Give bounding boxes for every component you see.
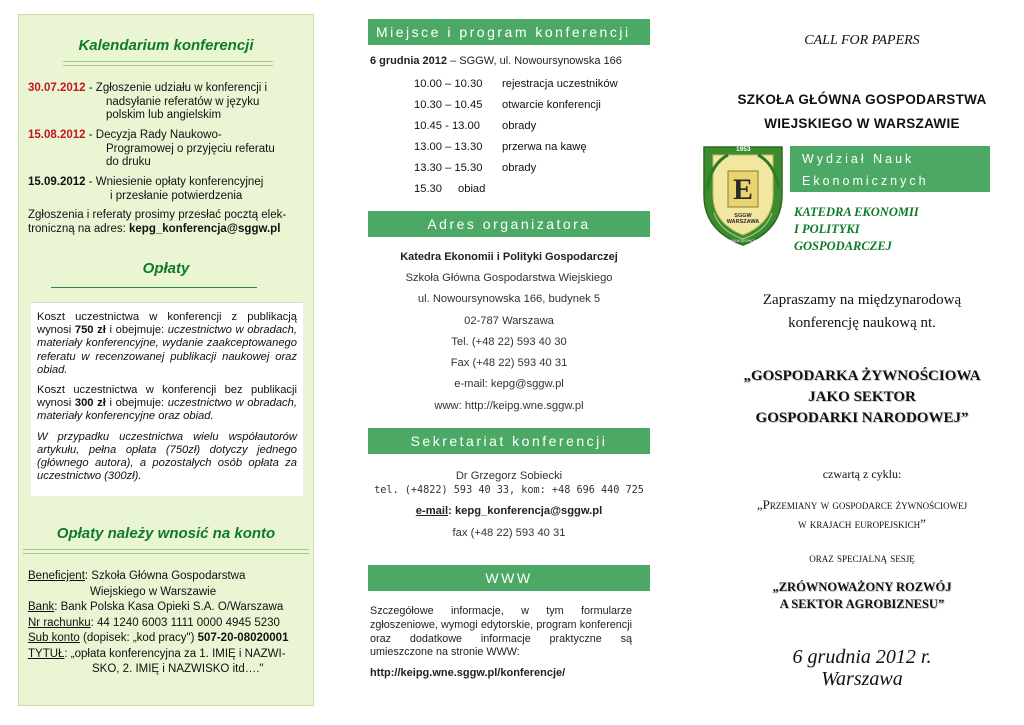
address-email[interactable]: e-mail: kepg@sggw.pl [454, 378, 564, 390]
secretary-name: Dr Grzegorz Sobiecki [455, 470, 563, 482]
address-www[interactable]: www: http://keipg.wne.sggw.pl [434, 400, 584, 412]
address-line: ul. Nowoursynowska 166, budynek 5 [417, 293, 601, 305]
fees-box [31, 302, 303, 496]
invite-line2: konferencję naukową nt. [788, 315, 936, 331]
www-header: WWW [368, 565, 650, 591]
program-row: 13.00 – 13.30 przerwa na kawę [414, 141, 587, 153]
calendar-item: 15.09.2012 - Wniesienie opłaty konferencyjnej i przesłanie potwierdzenia [28, 176, 264, 202]
secretary-email[interactable]: e-mail: kepg_konferencja@sggw.pl [415, 505, 603, 517]
secretary-phone: tel. (+4822) 593 40 33, kom: +48 696 440 725 [374, 485, 644, 496]
calendar-title-underline [63, 61, 273, 66]
program-row: 13.30 – 15.30 obrady [414, 162, 537, 174]
topic-line1: „GOSPODARKA ŻYWNOŚCIOWA [743, 368, 981, 384]
address-org: Katedra Ekonomii i Polityki Gospodarczej [400, 251, 618, 263]
submission-email: kepg_konferencja@sggw.pl [129, 222, 281, 235]
program-row: 15.30 obiad [414, 183, 486, 195]
series-intro: czwartą z cyklu: [822, 467, 902, 481]
program-row: 10.45 - 13.00 obrady [414, 120, 537, 132]
calendar-item: 30.07.2012 - Zgłoszenie udziału w konferencji i nadsyłanie referatów w języku polskim lub angielskim [28, 82, 268, 121]
address-fax: Fax (+48 22) 593 40 31 [450, 357, 568, 369]
special-session: oraz specjalną sesję [809, 550, 915, 565]
fee-coauthors: W przypadku uczestnictwa wielu współautorów artykułu, pełna opłata (750zł) dotyczy jednego (głównego autora), a pozostałych osób opłata za uczestnictwo (300zł). [37, 430, 297, 483]
event-city: Warszawa [821, 668, 903, 690]
www-text: Szczegółowe informacje, w tym formularze zgłoszeniowe, wymogi edytorskie, program konferencji oraz dodatkowe informacje praktyczne są umieszczone na stronie WWW: [370, 605, 632, 659]
topic-line3: GOSPODARKI NARODOWEJ” [755, 410, 969, 426]
left-panel [18, 14, 314, 706]
address-line: 02-787 Warszawa [464, 315, 554, 327]
topic-line2: JAKO SEKTOR [808, 389, 916, 405]
secretariat-header: Sekretariat konferencji [368, 428, 650, 454]
emblem-year: 1953 [736, 146, 751, 153]
faculty-box [790, 146, 990, 192]
calendar-title: Kalendarium konferencji [78, 37, 254, 54]
bank-details: Beneficjent: Szkoła Główna Gospodarstwa Wiejskiego w Warszawie Bank: Bank Polska Kasa Opieki S.A. O/Warszawa Nr rachunku: 44 1240 6003 1111 0000 4945 5230 Sub konto (dopisek: „kod pracy") 507-20-08020001 TYTUŁ: „opłata konferencyjna za 1. IMIĘ i NAZWI- SKO, 2. IMIĘ i NAZWISKO itd…." [28, 570, 289, 675]
emblem-letter: E [733, 173, 754, 206]
department-name: KATEDRA EKONOMII I POLITYKI GOSPODARCZEJ [794, 205, 919, 253]
calendar-item: 15.08.2012 - Decyzja Rady Naukowo- Programowej o przyjęciu referatu do druku [28, 129, 275, 168]
program-row: 10.00 – 10.30 rejestracja uczestników [414, 78, 618, 90]
school-name-line1: SZKOŁA GŁÓWNA GOSPODARSTWA [737, 92, 987, 107]
program-header: Miejsce i program konferencji [368, 19, 650, 45]
faculty-line2: Ekonomicznych [802, 174, 929, 188]
faculty-line1: Wydział Nauk [802, 152, 915, 166]
address-header: Adres organizatora [368, 211, 650, 237]
emblem-ring-text: WYDZIAŁ NAUK EKONOMICZNYCH [713, 239, 773, 243]
fee-with-publication: Koszt uczestnictwa w konferencji z publikacją wynosi 750 zł i obejmuje: uczestnictwo w obradach, materiały konferencyjne, wydanie zaakceptowanego referatu w recenzowanej publikacji naukowej oraz obiad. [37, 311, 297, 376]
submission-info: Zgłoszenia i referaty prosimy przesłać pocztą elek- troniczną na adres: kepg_konferencja@sggw.pl [28, 209, 287, 235]
call-for-papers: CALL FOR PAPERS [804, 33, 920, 48]
account-title-underline [23, 549, 309, 554]
faculty-emblem [700, 143, 786, 247]
event-date: 6 grudnia 2012 r. [792, 646, 932, 668]
program-date-place: 6 grudnia 2012 – SGGW, ul. Nowoursynowska 166 [370, 55, 622, 67]
session-line1: „ZRÓWNOWAŻONY ROZWÓJ [772, 580, 952, 594]
fees-title: Opłaty [142, 260, 190, 277]
secretary-fax: fax (+48 22) 593 40 31 [452, 527, 566, 539]
www-url[interactable]: http://keipg.wne.sggw.pl/konferencje/ [370, 667, 566, 679]
address-line: Szkoła Główna Gospodarstwa Wiejskiego [405, 272, 613, 284]
fees-title-underline [51, 287, 257, 288]
school-name-line2: WIEJSKIEGO W WARSZAWIE [764, 116, 960, 131]
invite-line1: Zapraszamy na międzynarodową [762, 292, 962, 308]
program-row: 10.30 – 10.45 otwarcie konferencji [414, 99, 601, 111]
series-line2: w krajach europejskich” [798, 516, 926, 531]
emblem-text: SGGW WARSZAWA [726, 213, 760, 225]
account-title: Opłaty należy wnosić na konto [56, 525, 276, 542]
series-line1: „Przemiany w gospodarce żywnościowej [756, 497, 968, 512]
session-line2: A SEKTOR AGROBIZNESU” [779, 597, 945, 611]
fee-without-publication: Koszt uczestnictwa w konferencji bez publikacji wynosi 300 zł i obejmuje: uczestnictwo w obradach, materiały konferencyjne oraz obiad. [37, 384, 297, 423]
address-phone: Tel. (+48 22) 593 40 30 [451, 336, 567, 348]
